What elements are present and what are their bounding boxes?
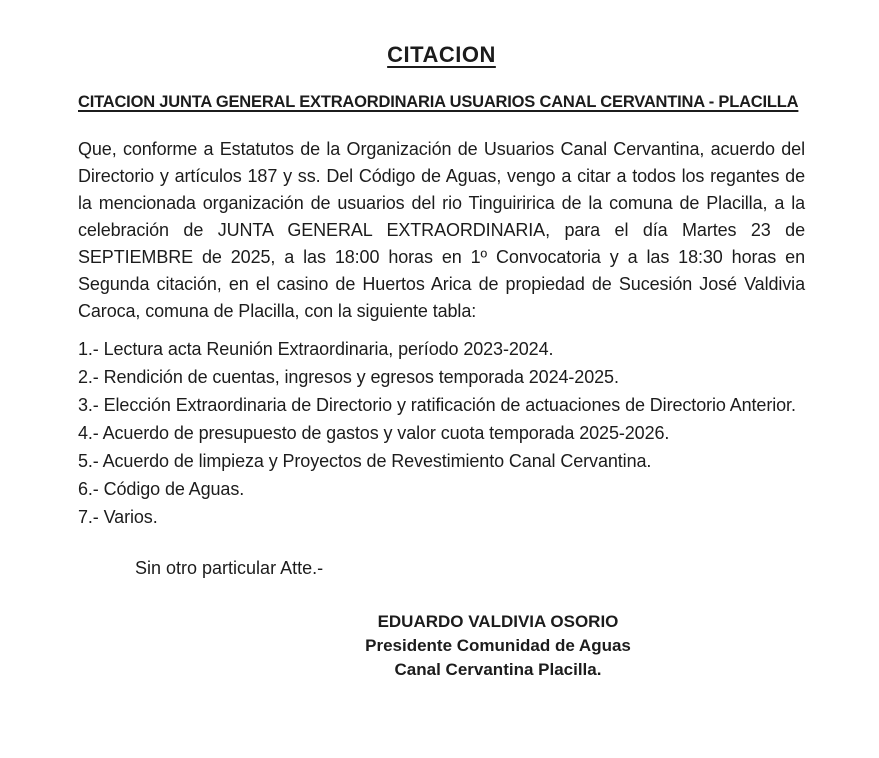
agenda-item-5: 5.- Acuerdo de limpieza y Proyectos de Revestimiento Canal Cervantina.	[78, 451, 652, 471]
agenda-list	[78, 336, 805, 531]
signatory-name: EDUARDO VALDIVIA OSORIO	[377, 612, 619, 631]
signatory-role: Presidente Comunidad de Aguas	[365, 636, 631, 655]
agenda-item-4: 4.- Acuerdo de presupuesto de gastos y valor cuota temporada 2025-2026.	[78, 423, 670, 443]
agenda-item-7: 7.- Varios.	[78, 507, 158, 527]
document-title-text: CITACION	[387, 42, 496, 67]
agenda-item-6: 6.- Código de Aguas.	[78, 479, 245, 499]
body-paragraph: Que, conforme a Estatutos de la Organización de Usuarios Canal Cervantina, acuerdo del Directorio y artículos 187 y ss. Del Código de Aguas, vengo a citar a todos los regantes de la mencionada organización de usuarios del rio Tinguiririca de la comuna de Placilla, a la celebración de JUNTA GENERAL EXTRAORDINARIA, para el día Martes 23 de SEPTIEMBRE de 2025, a las 18:00 horas en 1º Convocatoria y a las 18:30 horas en Segunda citación, en el casino de Huertos Arica de propiedad de Sucesión José Valdivia Caroca, comuna de Placilla, con la siguiente tabla:	[78, 139, 805, 321]
closing-line: Sin otro particular Atte.-	[135, 558, 324, 578]
agenda-item-3: 3.- Elección Extraordinaria de Directorio y ratificación de actuaciones de Directorio Anterior.	[78, 395, 796, 415]
signatory-organization: Canal Cervantina Placilla.	[394, 660, 602, 679]
signature-block	[338, 610, 658, 682]
agenda-item-1: 1.- Lectura acta Reunión Extraordinaria, período 2023-2024.	[78, 339, 554, 359]
agenda-item-2: 2.- Rendición de cuentas, ingresos y egresos temporada 2024-2025.	[78, 367, 619, 387]
document-title	[78, 42, 805, 68]
document-subtitle: CITACION JUNTA GENERAL EXTRAORDINARIA USUARIOS CANAL CERVANTINA - PLACILLA	[78, 93, 799, 111]
